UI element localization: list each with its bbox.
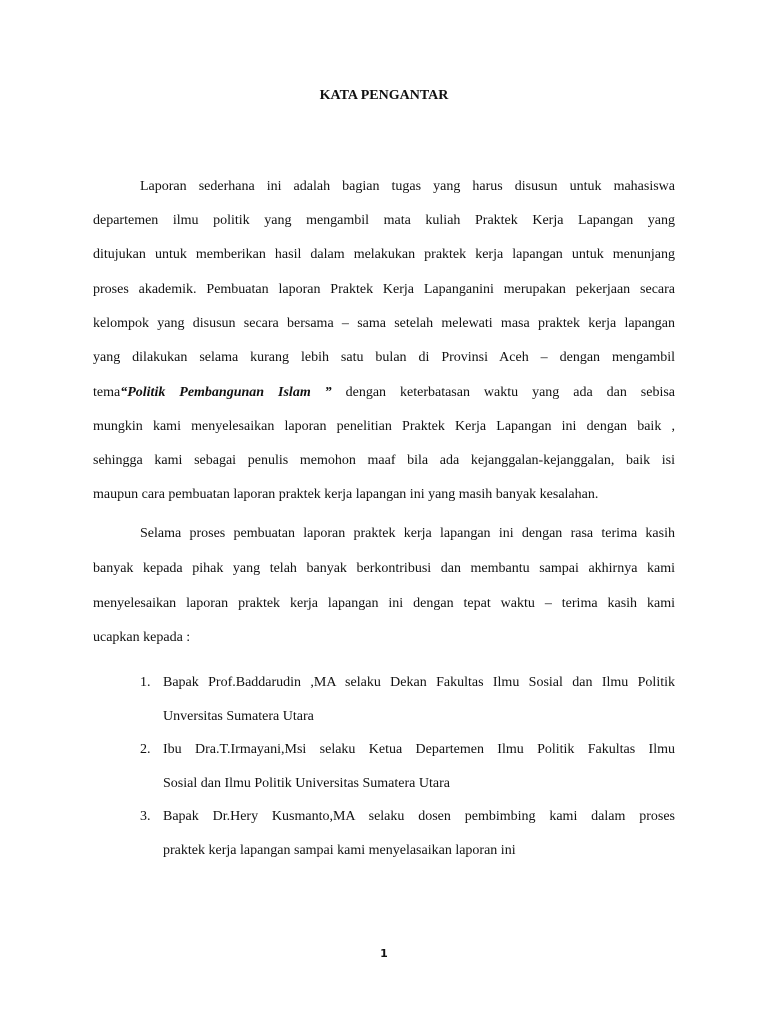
text-line: banyak kepada pihak yang telah banyak berkontribusi dan membantu sampai akhirnya kami — [93, 561, 675, 576]
text-line: sehingga kami sebagai penulis memohon maaf bila ada kejanggalan-kejanggalan, baik isi — [93, 453, 675, 468]
text-line: proses akademik. Pembuatan laporan Praktek Kerja Lapanganini merupakan pekerjaan secara — [93, 282, 675, 297]
text-line: ucapkan kepada : — [93, 630, 191, 645]
text-line: Laporan sederhana ini adalah bagian tugas yang harus disusun untuk mahasiswa — [140, 179, 675, 194]
page-number: 1 — [380, 947, 388, 960]
emphasis-title: “Politik Pembangunan Islam ” — [120, 385, 332, 400]
list-item-line: praktek kerja lapangan sampai kami menyelasaikan laporan ini — [163, 843, 516, 858]
list-number: 2. — [140, 742, 151, 757]
text-line: maupun cara pembuatan laporan praktek kerja lapangan ini yang masih banyak kesalahan. — [93, 487, 599, 502]
list-item-line: Bapak Dr.Hery Kusmanto,MA selaku dosen pembimbing kami dalam proses — [163, 809, 675, 824]
text-line: menyelesaikan laporan praktek kerja lapangan ini dengan tepat waktu – terima kasih kami — [93, 596, 675, 611]
text-line: Selama proses pembuatan laporan praktek kerja lapangan ini dengan rasa terima kasih — [140, 526, 675, 541]
list-number: 1. — [140, 675, 151, 690]
list-item-line: Bapak Prof.Baddarudin ,MA selaku Dekan Fakultas Ilmu Sosial dan Ilmu Politik — [163, 675, 675, 690]
text-fragment: dengan keterbatasan waktu yang ada dan sebisa — [331, 385, 676, 400]
text-fragment: tema — [93, 385, 121, 400]
text-line: yang dilakukan selama kurang lebih satu bulan di Provinsi Aceh – dengan mengambil — [93, 350, 675, 365]
list-item-line: Unversitas Sumatera Utara — [163, 709, 314, 724]
text-line: ditujukan untuk memberikan hasil dalam melakukan praktek kerja lapangan untuk menunjang — [93, 247, 675, 262]
text-line — [93, 384, 675, 402]
list-item-line: Sosial dan Ilmu Politik Universitas Sumatera Utara — [163, 776, 450, 791]
text-line: kelompok yang disusun secara bersama – sama setelah melewati masa praktek kerja lapangan — [93, 316, 675, 331]
list-number: 3. — [140, 809, 151, 824]
list-item-line: Ibu Dra.T.Irmayani,Msi selaku Ketua Departemen Ilmu Politik Fakultas Ilmu — [163, 742, 675, 757]
text-line: mungkin kami menyelesaikan laporan penelitian Praktek Kerja Lapangan ini dengan baik , — [93, 419, 675, 434]
text-line: departemen ilmu politik yang mengambil mata kuliah Praktek Kerja Lapangan yang — [93, 213, 675, 228]
page-title: KATA PENGANTAR — [319, 88, 449, 103]
